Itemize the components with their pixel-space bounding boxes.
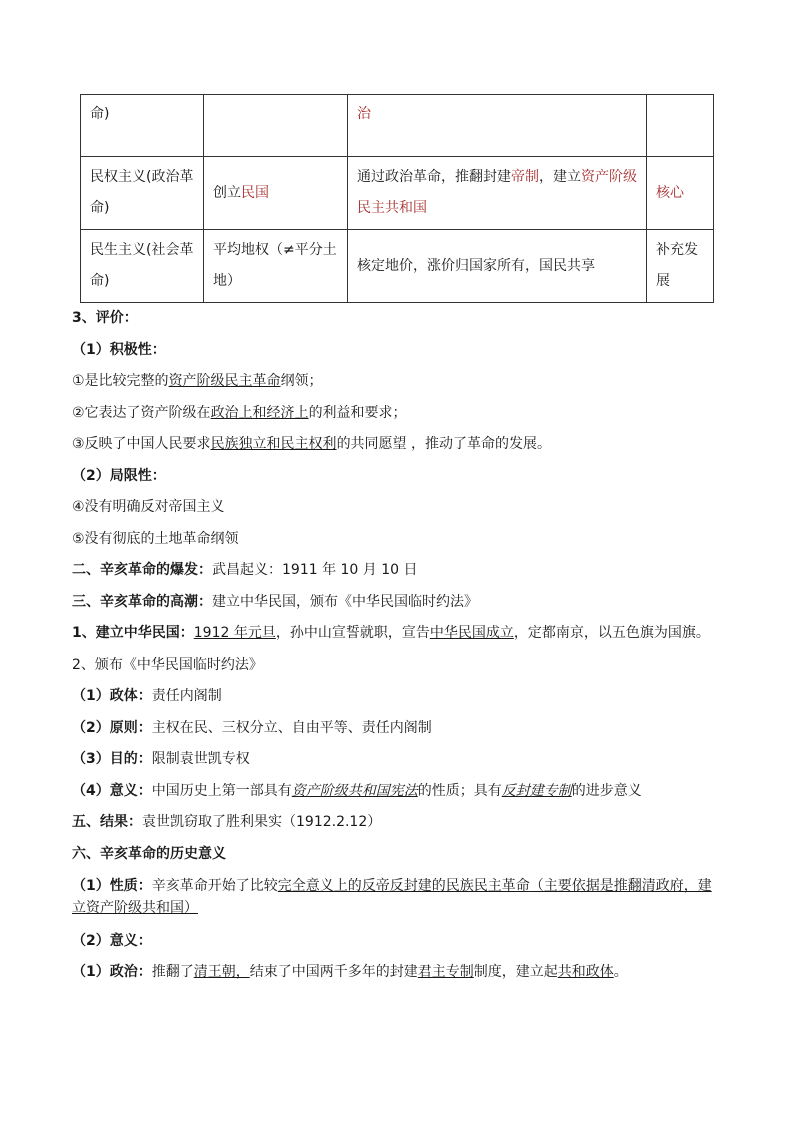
table-cell: 治 [348,95,647,157]
list-item [72,371,722,391]
text: 责任内阁制 [151,688,222,704]
list-item [72,718,722,738]
text: 1912 年元旦 [193,625,276,641]
list-item: 2、颁布《中华民国临时约法》 [72,656,263,673]
text: ，定都南京，以五色旗为国旗。 [513,625,710,641]
table-row [81,157,714,230]
text: 纲领； [280,373,323,389]
text: 建立中华民国，颁布《中华民国临时约法》 [212,593,478,610]
text: 清王朝， [193,964,250,980]
text: 通过政治革命，推翻封建 [357,169,511,185]
item-label: （3）目的： [72,751,152,767]
list-item: ⑤没有彻底的土地革命纲领 [72,530,239,547]
text: 完全意义上的反帝反封建的民族民主革命 [277,878,530,894]
table-cell: 核心 [647,157,714,230]
list-item: ④没有明确反对帝国主义 [72,499,225,515]
table-row [81,230,714,303]
text: 中华民国成立 [429,625,514,641]
text: 帝制 [511,169,539,185]
text: 的性质；具有 [417,782,502,799]
text: ，孙中山宣誓就职，宣告 [275,625,430,641]
text: ，建立 [539,169,581,185]
table-cell [204,157,348,230]
table-cell [204,95,348,157]
text: 中国历史上第一部具有 [151,782,292,799]
text: 制度，建立起 [473,964,558,980]
table-cell: 补充发展 [647,230,714,303]
item-label: 1、建立中华民国： [72,625,194,641]
list-item [72,623,722,643]
text: 民族独立和民主权利 [210,436,337,452]
text: 袁世凯窃取了胜利果实（1912.2.12） [142,814,382,830]
table-cell: 民生主义(社会革命) [81,230,204,303]
text: 资产阶级民主共和国 [357,169,637,216]
text: 限制袁世凯专权 [151,751,250,767]
text: 资产阶级民主革命 [168,373,281,389]
list-item [72,875,722,919]
item-label: （4）意义： [72,782,152,799]
principles-table [80,94,714,303]
text: 的进步意义 [571,782,642,799]
item-label: （1）性质： [72,878,152,894]
section-line [72,592,722,612]
text: 。 [613,964,628,980]
list-item [72,434,722,454]
text: 辛亥革命开始了比较 [151,878,278,894]
text: ②它表达了资产阶级在 [72,404,211,421]
text: 主权在民、三权分立、自由平等、责任内阁制 [151,719,432,736]
subsection-heading: （2）局限性： [72,467,166,484]
text: 推翻了 [151,964,194,980]
text: 结束了中国两千多年的封建 [249,964,418,980]
section-heading: 三、辛亥革命的高潮： [72,593,212,610]
table-row [81,95,714,157]
text: ③反映了中国人民要求 [72,436,211,452]
text: 民国 [241,184,269,201]
document-body [72,308,722,994]
text: 武昌起义：1911 年 10 月 10 日 [212,562,418,578]
item-label: （2）原则： [72,719,152,736]
list-item [72,781,722,801]
text: （主要依据是推翻清政府，建立资产阶级共和国） [72,878,712,916]
text: 资产阶级共和国宪法 [291,782,418,799]
table-cell [348,157,647,230]
text: 政治上和经济上 [210,404,309,421]
section-heading: 二、辛亥革命的爆发： [72,562,212,578]
subsection-heading: （1）积极性： [72,341,166,358]
table-cell: 核定地价，涨价归国家所有，国民共享 [348,230,647,303]
text: ①是比较完整的 [72,373,169,389]
section-line [72,560,722,580]
text: 君主专制 [417,964,474,980]
section-heading: 3、评价： [72,310,138,326]
table-cell: 命) [81,95,204,157]
item-label: （1）政体： [72,688,152,704]
text: 反封建专制 [501,782,572,799]
section-heading: 六、辛亥革命的历史意义 [72,845,226,862]
text: 的利益和要求； [308,404,407,421]
section-line [72,812,722,832]
table-cell [647,95,714,157]
list-item [72,403,722,423]
list-item [72,749,722,769]
section-heading: 五、结果： [72,814,142,830]
item-label: （1）政治： [72,964,152,980]
list-item [72,962,722,982]
text: 创立 [213,184,241,201]
table-cell: 平均地权（≠平分土地） [204,230,348,303]
list-item [72,686,722,706]
text: 共和政体 [557,964,614,980]
table-cell: 民权主义(政治革命) [81,157,204,230]
text: 的共同愿望 ，推动了革命的发展。 [336,436,552,452]
subsection-heading: （2）意义： [72,932,152,949]
